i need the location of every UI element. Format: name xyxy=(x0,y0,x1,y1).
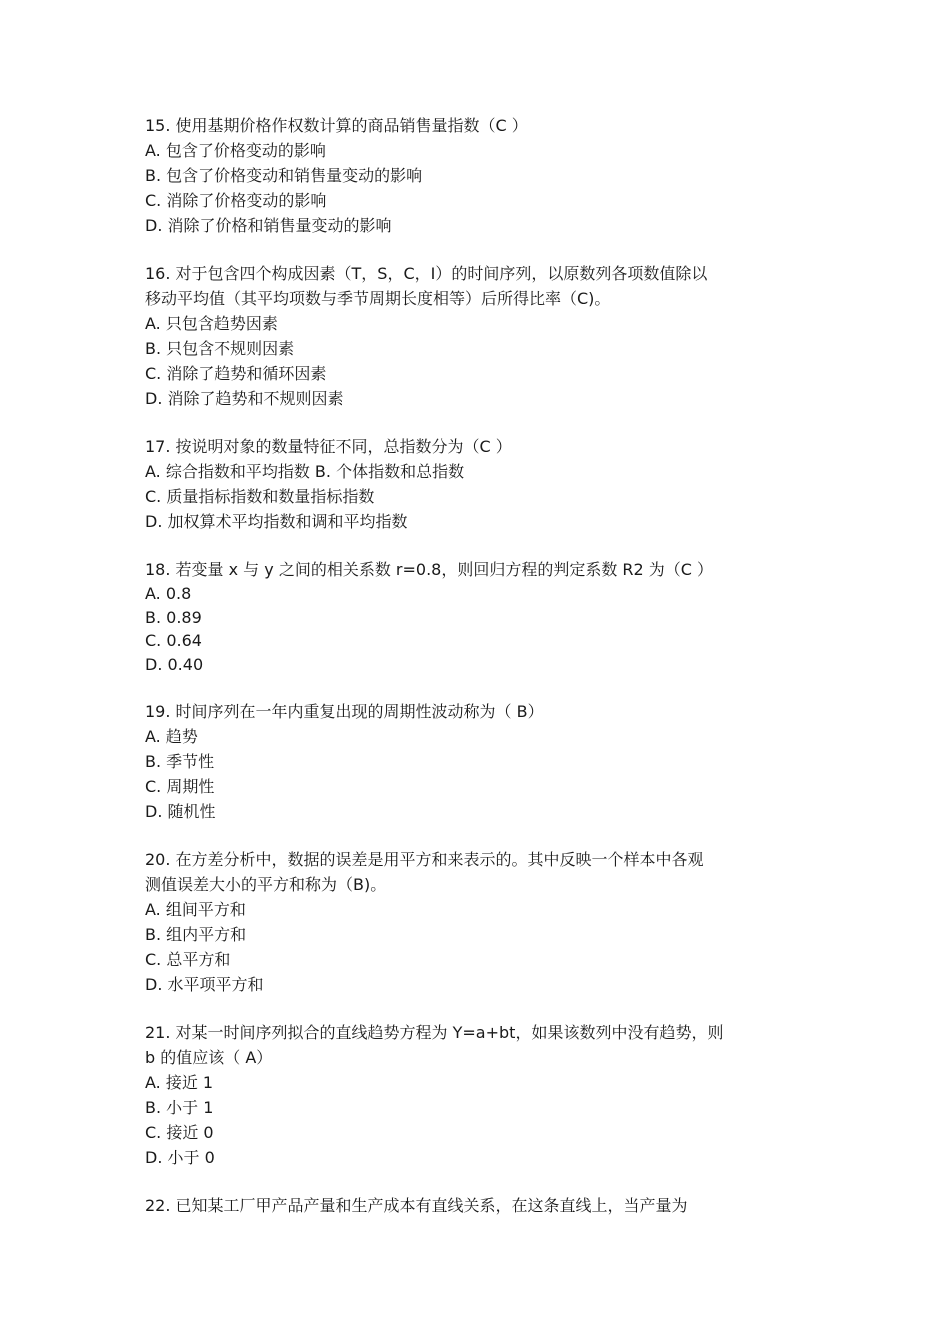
question-list xyxy=(145,113,810,1241)
option-b: B. 季节性 xyxy=(145,752,215,771)
option-b: B. 组内平方和 xyxy=(145,925,247,944)
option-a: A. 0.8 xyxy=(145,584,192,603)
option-b: B. 0.89 xyxy=(145,607,202,627)
question-stem-cont: 移动平均值（其平均项数与季节周期长度相等）后所得比率（C)。 xyxy=(145,289,611,308)
question-stem: 22. 已知某工厂甲产品产量和生产成本有直线关系，在这条直线上，当产量为 xyxy=(145,1196,688,1215)
question-stem: 21. 对某一时间序列拟合的直线趋势方程为 Y=a+bt，如果该数列中没有趋势，则 xyxy=(145,1023,724,1042)
question-stem: 18. 若变量 x 与 y 之间的相关系数 r=0.8，则回归方程的判定系数 R2 为（C ） xyxy=(145,560,714,579)
option-d: D. 水平项平方和 xyxy=(145,975,264,994)
option-a-b: A. 综合指数和平均指数 B. 个体指数和总指数 xyxy=(145,462,465,481)
question-20 xyxy=(145,847,810,997)
option-a: A. 包含了价格变动的影响 xyxy=(145,141,326,160)
question-17 xyxy=(145,434,810,534)
question-stem: 15. 使用基期价格作权数计算的商品销售量指数（C ） xyxy=(145,116,528,135)
question-stem-cont: b 的值应该（ A） xyxy=(145,1048,273,1067)
option-d: D. 消除了价格和销售量变动的影响 xyxy=(145,216,392,235)
option-c: C. 质量指标指数和数量指标指数 xyxy=(145,487,375,506)
option-a: A. 趋势 xyxy=(145,727,198,746)
option-b: B. 小于 1 xyxy=(145,1098,214,1117)
option-d: D. 随机性 xyxy=(145,802,216,821)
question-21 xyxy=(145,1020,810,1170)
question-stem: 16. 对于包含四个构成因素（T，S，C，I）的时间序列，以原数列各项数值除以 xyxy=(145,264,708,283)
option-c: C. 消除了价格变动的影响 xyxy=(145,191,327,210)
option-c: C. 周期性 xyxy=(145,777,215,796)
option-d: D. 小于 0 xyxy=(145,1148,215,1167)
option-a: A. 接近 1 xyxy=(145,1073,214,1092)
option-a: A. 只包含趋势因素 xyxy=(145,314,278,333)
option-b: B. 只包含不规则因素 xyxy=(145,339,295,358)
option-d: D. 0.40 xyxy=(145,654,204,674)
option-c: C. 0.64 xyxy=(145,631,202,650)
option-c: C. 总平方和 xyxy=(145,950,231,969)
question-22 xyxy=(145,1193,810,1218)
question-15 xyxy=(145,113,810,238)
question-stem: 17. 按说明对象的数量特征不同，总指数分为（C ） xyxy=(145,437,512,456)
question-stem-cont: 测值误差大小的平方和称为（B)。 xyxy=(145,875,387,894)
option-d: D. 加权算术平均指数和调和平均指数 xyxy=(145,512,408,531)
option-b: B. 包含了价格变动和销售量变动的影响 xyxy=(145,166,423,185)
option-c: C. 接近 0 xyxy=(145,1123,214,1142)
option-c: C. 消除了趋势和循环因素 xyxy=(145,364,327,383)
option-a: A. 组间平方和 xyxy=(145,900,246,919)
question-stem: 19. 时间序列在一年内重复出现的周期性波动称为（ B） xyxy=(145,702,544,721)
question-18 xyxy=(145,557,810,676)
question-16 xyxy=(145,261,810,411)
question-stem: 20. 在方差分析中，数据的误差是用平方和来表示的。其中反映一个样本中各观 xyxy=(145,850,704,869)
option-d: D. 消除了趋势和不规则因素 xyxy=(145,389,344,408)
question-19 xyxy=(145,699,810,824)
